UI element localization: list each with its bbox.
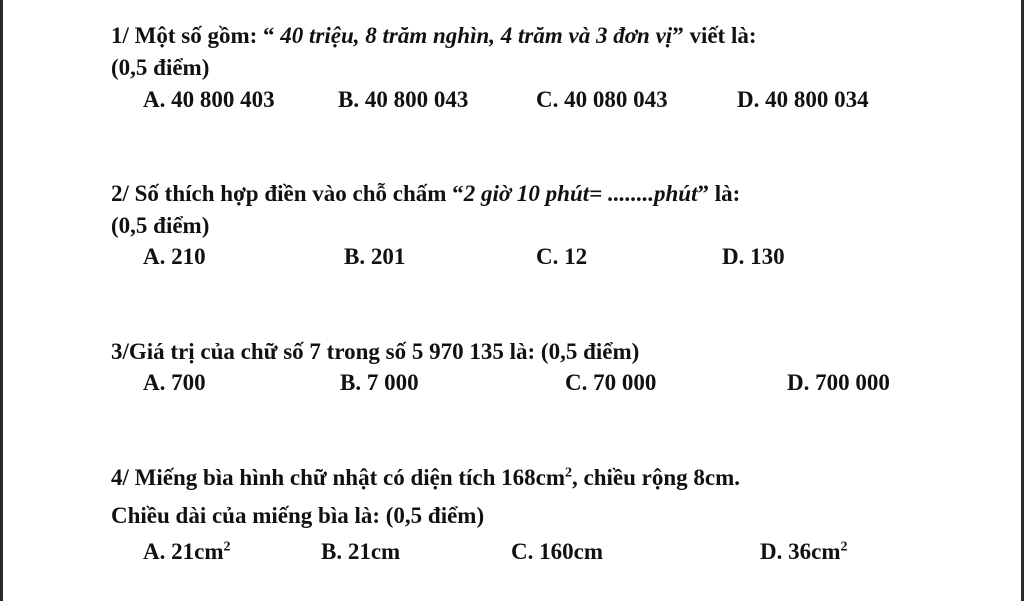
question-1-stem-suffix: ” viết là: bbox=[672, 23, 757, 48]
question-4-stem-prefix: 4/ Miếng bìa hình chữ nhật có diện tích 168cm bbox=[111, 465, 566, 490]
question-1-stem-italic: 40 triệu, 8 trăm nghìn, 4 trăm và 3 đơn vị bbox=[274, 23, 673, 48]
question-1-option-c: C. 40 080 043 bbox=[536, 87, 668, 112]
question-4-option-d-label: D. 36cm bbox=[760, 539, 841, 564]
question-2-stem-suffix: ” là: bbox=[697, 181, 741, 206]
question-4-option-c bbox=[511, 538, 603, 566]
question-4-line-2: Chiều dài của miếng bìa là: (0,5 điểm) bbox=[111, 503, 485, 528]
question-2-stem-prefix: 2/ Số thích hợp điền vào chỗ chấm “ bbox=[111, 181, 464, 206]
question-4-option-b bbox=[321, 538, 400, 566]
question-4-stem bbox=[111, 464, 740, 492]
left-border bbox=[0, 0, 3, 601]
question-3-stem: 3/Giá trị của chữ số 7 trong số 5 970 135 là: (0,5 điểm) bbox=[111, 339, 640, 364]
question-1-stem bbox=[111, 22, 757, 50]
question-2-option-a: A. 210 bbox=[143, 244, 206, 269]
question-1-option-d: D. 40 800 034 bbox=[737, 87, 869, 112]
question-4-option-a-label: A. 21cm bbox=[143, 539, 224, 564]
question-4-option-b-label: B. 21cm bbox=[321, 539, 401, 564]
question-2-option-d: D. 130 bbox=[722, 244, 785, 269]
question-2-points: (0,5 điểm) bbox=[111, 213, 210, 238]
question-4-option-a-sup: 2 bbox=[223, 539, 231, 555]
question-1-option-b: B. 40 800 043 bbox=[338, 87, 469, 112]
question-4-stem-sup: 2 bbox=[565, 465, 573, 481]
question-3-option-b: B. 7 000 bbox=[340, 370, 419, 395]
question-4-option-c-label: C. 160cm bbox=[511, 539, 603, 564]
question-2-stem-italic: 2 giờ 10 phút= ........phút bbox=[463, 181, 698, 206]
question-3-option-c: C. 70 000 bbox=[565, 370, 657, 395]
question-1-stem-prefix: 1/ Một số gồm: “ bbox=[111, 23, 275, 48]
question-3-option-d: D. 700 000 bbox=[787, 370, 890, 395]
question-2-stem bbox=[111, 180, 740, 208]
question-4-stem-suffix: , chiều rộng 8cm. bbox=[572, 465, 741, 490]
question-3-option-a: A. 700 bbox=[143, 370, 206, 395]
question-4-option-d bbox=[760, 538, 847, 566]
question-2-option-c: C. 12 bbox=[536, 244, 588, 269]
question-2-option-b: B. 201 bbox=[344, 244, 406, 269]
question-4-option-a bbox=[143, 538, 230, 566]
question-1-option-a: A. 40 800 403 bbox=[143, 87, 275, 112]
question-1-points: (0,5 điểm) bbox=[111, 55, 210, 80]
question-4-option-d-sup: 2 bbox=[840, 539, 848, 555]
